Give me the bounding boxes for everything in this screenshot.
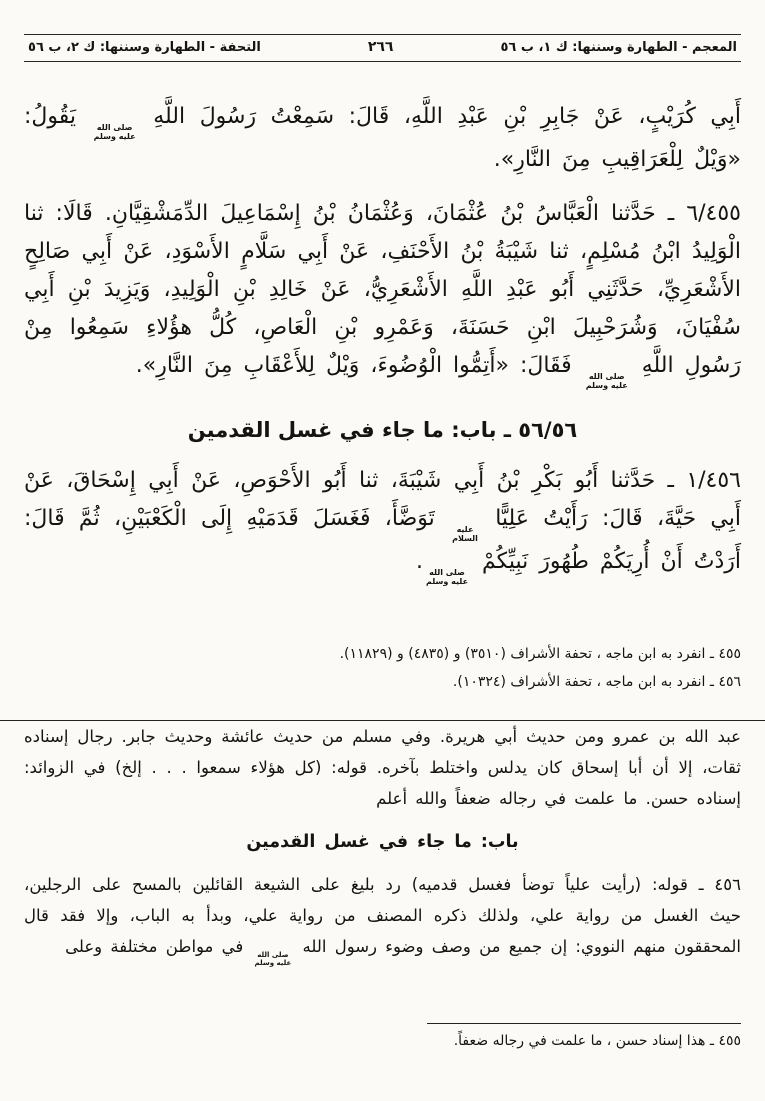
salla-allahu-alayhi-wasallam-ligature-icon <box>255 951 292 967</box>
matn-section <box>24 98 741 696</box>
running-head-right-title: المعجم - الطهارة وسننها: ك ١، ب ٥٦ <box>500 40 737 55</box>
commentary-footnote-block <box>24 1023 741 1049</box>
ligature-line: السلام <box>452 534 478 543</box>
matn-text: تَوَضَّأَ، فَغَسَلَ قَدَمَيْهِ إِلَى الْكَعْبَيْنِ، ثُمَّ قَالَ: أَرَدْتُ أَنْ أُرِيَكُمْ طُهُورَ نَبِيِّكُمْ <box>24 506 741 574</box>
salla-allahu-alayhi-wasallam-ligature-icon <box>586 372 628 390</box>
ligature-line: عليه وسلم <box>93 132 136 141</box>
footnote-456: ٤٥٦ ـ انفرد به ابن ماجه ، تحفة الأشراف (١٠٣٢٤). <box>452 674 741 690</box>
matn-text: ٦/٤٥٥ ـ حَدَّثنا الْعَبَّاسُ بْنُ عُثْمَانَ، وَعُثْمَانُ بْنُ إِسْمَاعِيلَ الدِّمَشْقِيَّانِ. قَالَا: ثنا الْوَلِيدُ ابْنُ مُسْلِمٍ، ثنا شَيْبَةُ بْنُ الأَحْنَفِ، عَنْ أَبِي سَلَّامٍ الأَسْوَدِ، عَنْ أَبِي صَالِحٍ الأَشْعَرِيِّ، حَدَّثَنِي أَبُو عَبْدِ اللَّهِ الأَشْعَرِيُّ، عَنْ خَالِدِ بْنِ الْوَلِيدِ، وَيَزِيدَ بْنِ أَبِي سُفْيَانَ، وَشُرَحْبِيلَ ابْنِ حَسَنَةَ، وَعَمْرِو بْنِ الْعَاصِ، كُلُّ هؤُلاءِ سَمِعُوا مِنْ رَسُولِ اللَّهِ <box>24 201 741 378</box>
matn-text: يَقُولُ: «وَيْلٌ لِلْعَرَاقِيبِ مِنَ النَّارِ». <box>24 104 741 172</box>
hadith-455-paragraph <box>24 195 741 390</box>
ligature-line: صلى الله <box>257 951 289 959</box>
ligature-line: عليه <box>456 525 474 534</box>
ligature-line: صلى الله <box>588 372 625 381</box>
ligature-line: عليه وسلم <box>426 577 469 586</box>
salla-allahu-alayhi-wasallam-ligature-icon <box>94 123 136 141</box>
ligature-line: عليه وسلم <box>254 959 292 967</box>
commentary-paragraph-455: عبد الله بن عمرو ومن حديث أبي هريرة. وفي مسلم من حديث عائشة وحديث جابر. رجال إسناده ثقات، إلا أن أبا إسحاق كان يدلس واختلط بآخره. قوله: (كل هؤلاء سمعوا . . . إلخ) في الزوائد: إسناده حسن. ما علمت في رجاله ضعفاً والله أعلم <box>24 727 741 808</box>
alayhis-salam-ligature-icon <box>452 525 478 543</box>
commentary-text: في مواطن مختلفة وعلى <box>65 937 252 956</box>
page-number: ٢٦٦ <box>367 39 394 55</box>
bab-heading: ٥٦/٥٦ ـ باب: ما جاء في غسل القدمين <box>187 418 578 442</box>
commentary-footnote: ٤٥٥ ـ هذا إسناد حسن ، ما علمت في رجاله ضعفاً. <box>453 1033 741 1049</box>
matn-text: . <box>416 549 424 574</box>
matn-text: فَقَالَ: «أَتِمُّوا الْوُضُوءَ، وَيْلٌ لِلأَعْقَابِ مِنَ النَّارِ». <box>135 353 583 378</box>
matn-text: أَبِي كُرَيْبٍ، عَنْ جَابِرِ بْنِ عَبْدِ اللَّهِ، قَالَ: سَمِعْتُ رَسُولَ اللَّهِ <box>138 104 741 129</box>
ligature-line: صلى الله <box>429 568 465 577</box>
footnote-455: ٤٥٥ ـ انفرد به ابن ماجه ، تحفة الأشراف (٣٥١٠) و (٤٨٣٥) و (١١٨٢٩). <box>339 646 741 662</box>
hadith-455-intro-paragraph <box>24 98 741 179</box>
salla-allahu-alayhi-wasallam-ligature-icon <box>426 568 468 586</box>
commentary-paragraph-456 <box>24 869 741 967</box>
hadith-456-paragraph <box>24 462 741 586</box>
commentary-text: ٤٥٦ ـ قوله: (رأيت علياً توضأ فغسل قدميه) رد بليغ على الشيعة القائلين بالمسح على الرجلين، حيث الغسل من رواية علي، ولذلك ذكره المصنف من رواية علي، وبدأ به الباب، وإلا فقد قال المحققون منهم النووي: إن جميع من وصف وضوء رسول الله <box>24 875 741 956</box>
footnote-separator-rule <box>427 1023 741 1024</box>
running-head-left-title: التحفة - الطهارة وسننها: ك ٢، ب ٥٦ <box>28 40 261 55</box>
commentary-section <box>24 721 741 967</box>
matn-text: ١/٤٥٦ ـ حَدَّثنا أَبُو بَكْرِ بْنُ أَبِي شَيْبَةَ، ثنا أَبُو الأَحْوَصِ، عَنْ أَبِي إِسْحَاقَ، عَنْ أَبِي حَيَّةَ، قَالَ: رَأَيْتُ عَلِيًّا <box>24 468 741 531</box>
ligature-line: عليه وسلم <box>585 381 628 390</box>
running-head <box>24 34 741 62</box>
ligature-line: صلى الله <box>96 123 133 132</box>
commentary-bab-heading: باب: ما جاء في غسل القدمين <box>246 832 519 852</box>
takhrij-footnotes <box>24 640 741 696</box>
